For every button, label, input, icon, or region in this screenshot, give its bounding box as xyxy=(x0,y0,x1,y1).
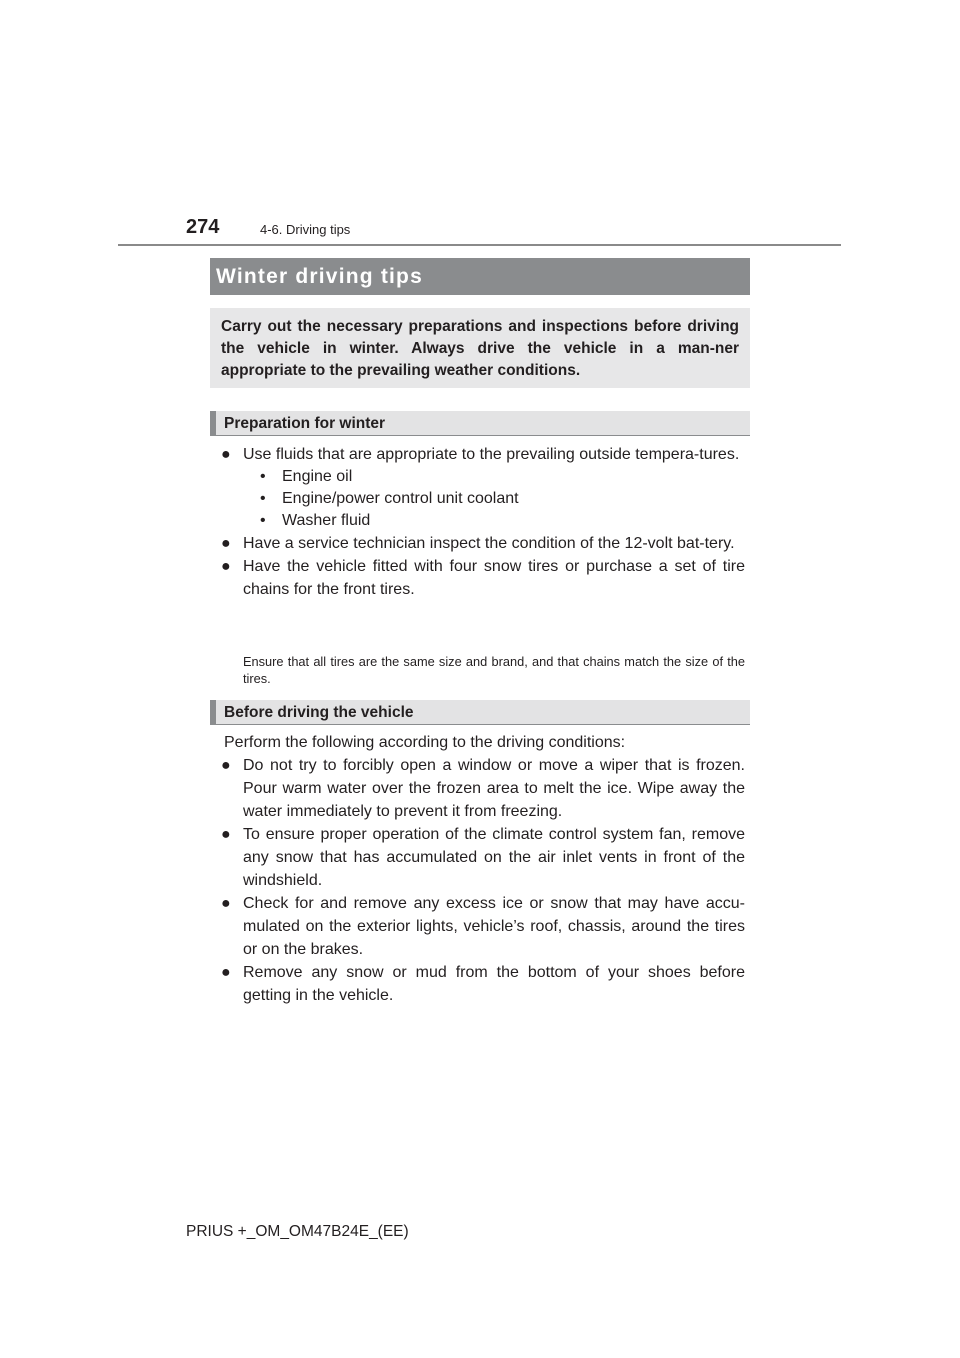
list-item xyxy=(221,823,745,892)
list-item-text: Check for and remove any excess ice or snow that may have accu-mulated on the exterior lights, vehicle’s roof, chassis, around the tires or on the brakes. xyxy=(243,895,745,958)
page-title: Winter driving tips xyxy=(210,258,750,295)
list-item xyxy=(221,555,745,601)
subheading-preparation: Preparation for winter xyxy=(210,411,750,436)
document-footer: PRIUS +_OM_OM47B24E_(EE) xyxy=(186,1223,409,1240)
list-item xyxy=(221,961,745,1007)
page-number: 274 xyxy=(186,216,220,238)
bullet-icon: ● xyxy=(221,964,231,981)
list-item-text: Have the vehicle fitted with four snow tires or purchase a set of tire chains for the front tires. xyxy=(243,558,745,598)
sub-item-text: Washer fluid xyxy=(282,512,371,529)
list-item-text: Do not try to forcibly open a window or move a wiper that is frozen. Pour warm water over the frozen area to melt the ice. Wipe away the water immediately to prevent it from freezing. xyxy=(243,757,745,820)
list-item-text: Have a service technician inspect the condition of the 12-volt bat-tery. xyxy=(243,535,735,552)
list-item-text: Remove any snow or mud from the bottom of your shoes before getting in the vehicle. xyxy=(243,964,745,1004)
intro-box: Carry out the necessary preparations and inspections before driving the vehicle in winter. Always drive the vehicle in a man-ner appropriate to the prevailing weather conditions. xyxy=(210,308,750,388)
bullet-icon: ● xyxy=(221,558,231,575)
sub-bullet-icon: • xyxy=(260,468,266,485)
subheading-before-driving: Before driving the vehicle xyxy=(210,700,750,725)
sub-list-item xyxy=(260,510,745,532)
header-rule xyxy=(118,244,841,246)
list-item xyxy=(221,532,745,555)
bullet-icon: ● xyxy=(221,895,231,912)
before-driving-list xyxy=(221,754,745,1007)
list-item xyxy=(221,443,745,532)
bullet-icon: ● xyxy=(221,757,231,774)
list-item-text: To ensure proper operation of the climate control system fan, remove any snow that has accumulated on the air inlet vents in front of the windshield. xyxy=(243,826,745,889)
section-label: 4-6. Driving tips xyxy=(260,222,351,237)
list-item xyxy=(221,754,745,823)
list-item xyxy=(221,892,745,961)
sub-list xyxy=(243,466,745,532)
sub-bullet-icon: • xyxy=(260,512,266,529)
sub-list-item xyxy=(260,488,745,510)
bullet-icon: ● xyxy=(221,446,231,463)
bullet-icon: ● xyxy=(221,535,231,552)
sub-item-text: Engine oil xyxy=(282,468,353,485)
sub-item-text: Engine/power control unit coolant xyxy=(282,490,519,507)
preparation-list xyxy=(221,443,745,601)
before-driving-intro: Perform the following according to the driving conditions: xyxy=(224,734,626,751)
bullet-icon: ● xyxy=(221,826,231,843)
sub-bullet-icon: • xyxy=(260,490,266,507)
list-item-text: Use fluids that are appropriate to the prevailing outside tempera-tures. xyxy=(243,446,740,463)
sub-list-item xyxy=(260,466,745,488)
tire-note: Ensure that all tires are the same size and brand, and that chains match the size of the tires. xyxy=(243,654,745,686)
